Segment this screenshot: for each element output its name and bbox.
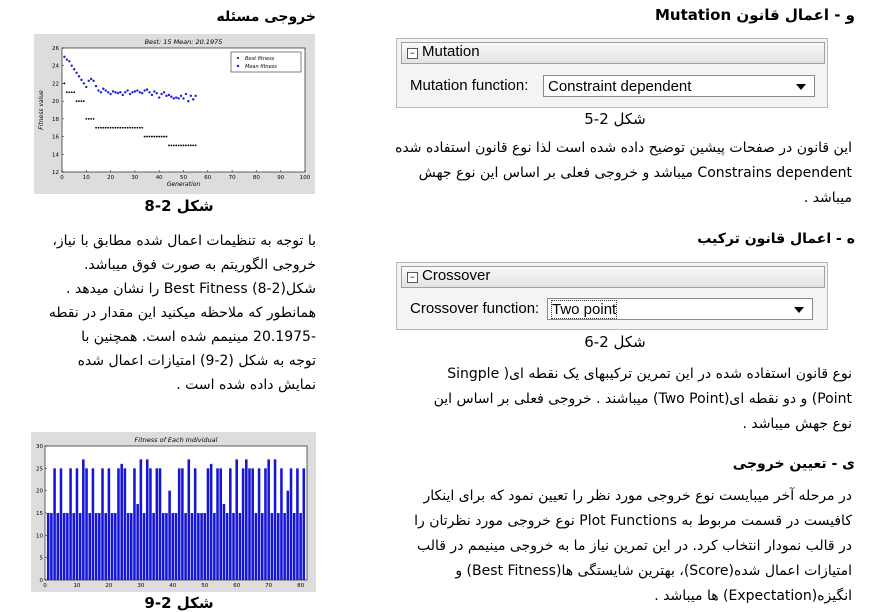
legend-label-mean: Mean fitness	[245, 64, 277, 70]
bar	[296, 468, 299, 580]
best-fitness-point	[166, 136, 168, 138]
bar	[248, 468, 251, 580]
bar	[149, 468, 152, 580]
best-fitness-point	[66, 91, 68, 93]
best-fitness-point	[187, 145, 189, 147]
best-fitness-point	[73, 91, 75, 93]
mean-fitness-point	[90, 78, 92, 80]
mean-fitness-point	[66, 58, 68, 60]
mean-fitness-point	[136, 89, 138, 91]
mutation-function-label: Mutation function:	[410, 77, 529, 94]
results-paragraph	[20, 229, 316, 397]
x-tick-label: 20	[107, 175, 115, 181]
fig-2-5-caption: شکل 2-5	[584, 110, 646, 128]
best-fitness-point	[175, 145, 177, 147]
text-line: کافیست در قسمت مربوط به Plot Functions نوع خروجی مورد نظرتان را	[414, 513, 852, 529]
bar	[92, 468, 95, 580]
bar	[140, 459, 143, 580]
mutation-function-select[interactable]	[543, 75, 815, 97]
x-tick-label: 40	[169, 583, 177, 589]
text-line: نوع قانون استفاده شده در این تمرین ترکیبهای یک نقطه ای( Singple	[447, 366, 852, 382]
bar	[162, 513, 165, 580]
best-fitness-point	[64, 83, 66, 85]
y-tick-label: 14	[52, 152, 59, 159]
x-tick-label: 10	[73, 583, 81, 589]
crossover-panel-header[interactable]	[401, 266, 825, 288]
bar	[245, 459, 248, 580]
legend-label-best: Best fitness	[245, 56, 275, 62]
y-tick-label: 18	[52, 116, 59, 123]
mean-fitness-point	[190, 95, 192, 97]
bar	[152, 513, 155, 580]
mean-fitness-point	[112, 90, 114, 92]
bar	[111, 513, 114, 580]
best-fitness-point	[88, 118, 90, 120]
bar	[271, 513, 274, 580]
output-heading: ی - تعیین خروجی	[732, 456, 855, 472]
best-fitness-point	[132, 127, 134, 129]
best-fitness-point	[178, 145, 180, 147]
bar	[72, 513, 75, 580]
mean-fitness-point	[126, 89, 128, 91]
y-tick-label: 30	[36, 444, 43, 450]
x-tick-label: 70	[228, 175, 236, 181]
mean-fitness-point	[185, 93, 187, 95]
collapse-icon[interactable]: −	[407, 272, 418, 283]
x-tick-label: 50	[180, 175, 187, 181]
y-tick-label: 15	[36, 511, 43, 517]
text-line: شکل(2-8) Best Fitness را نشان میدهد .	[66, 281, 316, 297]
bar	[197, 513, 200, 580]
mean-fitness-point	[119, 91, 121, 93]
mean-fitness-point	[146, 88, 148, 90]
best-fitness-point	[100, 127, 102, 129]
collapse-icon[interactable]: −	[407, 48, 418, 59]
best-fitness-point	[146, 136, 148, 138]
bar	[264, 468, 267, 580]
mean-fitness-point	[92, 80, 94, 82]
best-fitness-point	[83, 100, 85, 102]
bar	[146, 459, 149, 580]
bar	[290, 468, 293, 580]
bar	[178, 468, 181, 580]
text-line: انگیزه(Expectation) ها میباشد .	[654, 588, 852, 604]
bar	[200, 513, 203, 580]
text-line: Point) و دو نقطه ای(Two Point) میباشند . خروجی فعلی بر اساس این	[433, 391, 852, 407]
y-tick-label: 5	[39, 555, 43, 562]
bar	[251, 468, 254, 580]
bar	[229, 468, 232, 580]
y-axis-label: Fitness value	[38, 90, 45, 130]
chart-title: Best: 15 Mean: 20.1975	[144, 38, 223, 46]
best-fitness-point	[112, 127, 114, 129]
x-tick-label: 60	[204, 175, 212, 181]
bar	[210, 464, 213, 580]
mean-fitness-point	[131, 91, 133, 93]
bar	[235, 459, 238, 580]
x-tick-label: 0	[43, 583, 47, 589]
mean-fitness-point	[85, 86, 87, 88]
mean-fitness-point	[83, 82, 85, 84]
mean-fitness-point	[141, 92, 143, 94]
bar	[274, 459, 277, 580]
best-fitness-point	[127, 127, 129, 129]
mean-fitness-point	[105, 89, 107, 91]
best-fitness-point	[139, 127, 141, 129]
mean-fitness-point	[73, 68, 75, 70]
best-fitness-point	[124, 127, 126, 129]
bar	[168, 491, 171, 580]
mean-fitness-point	[163, 91, 165, 93]
bar	[120, 464, 123, 580]
bar	[277, 513, 280, 580]
y-tick-label: 0	[39, 578, 43, 584]
mean-fitness-point	[97, 89, 99, 91]
mean-fitness-point	[78, 75, 80, 77]
bar	[203, 513, 206, 580]
y-tick-label: 26	[52, 46, 59, 52]
best-fitness-point	[85, 118, 87, 120]
best-fitness-point	[122, 127, 124, 129]
x-tick-label: 90	[277, 175, 285, 181]
best-fitness-point	[115, 127, 117, 129]
crossover-function-label: Crossover function:	[410, 300, 540, 317]
mutation-panel-title: Mutation	[422, 43, 480, 60]
bar	[232, 513, 235, 580]
bar	[117, 468, 120, 580]
x-tick-label: 80	[252, 175, 260, 181]
bar	[159, 468, 162, 580]
mean-fitness-point	[80, 79, 82, 81]
best-fitness-point	[68, 91, 70, 93]
fitness-plot-panel	[34, 34, 315, 194]
best-fitness-point	[93, 118, 95, 120]
bar	[133, 468, 136, 580]
bar	[293, 513, 296, 580]
mean-fitness-point	[180, 95, 182, 97]
mean-fitness-point	[177, 97, 179, 99]
best-fitness-point	[144, 136, 146, 138]
text-line: توجه به شکل (2-9) امتیازات اعمال شده	[77, 353, 316, 369]
bar	[165, 513, 168, 580]
y-tick-label: 20	[36, 488, 43, 495]
individual-fitness-panel	[31, 432, 316, 592]
best-fitness-point	[190, 145, 192, 147]
bar	[226, 513, 229, 580]
bar	[69, 468, 72, 580]
mean-fitness-point	[192, 98, 194, 100]
mean-fitness-point	[143, 89, 145, 91]
bar	[104, 513, 107, 580]
y-tick-label: 10	[36, 533, 43, 540]
x-tick-label: 100	[299, 175, 311, 181]
mean-fitness-point	[107, 91, 109, 93]
bar	[66, 513, 69, 580]
mean-fitness-point	[182, 97, 184, 99]
best-fitness-point	[149, 136, 151, 138]
mean-fitness-point	[71, 65, 73, 67]
mean-fitness-point	[156, 92, 158, 94]
individual-fitness-chart	[31, 432, 316, 592]
mean-fitness-point	[129, 93, 131, 95]
mean-fitness-point	[117, 92, 119, 94]
y-tick-label: 16	[52, 134, 59, 141]
y-tick-label: 22	[52, 81, 59, 88]
best-fitness-point	[129, 127, 131, 129]
mean-fitness-point	[100, 91, 102, 93]
mutation-paragraph	[368, 136, 852, 211]
bar	[95, 513, 98, 580]
best-fitness-point	[107, 127, 109, 129]
mean-fitness-point	[165, 95, 167, 97]
bar	[191, 513, 194, 580]
text-line: امتیازات اعمال شده(Score)، بهترین شایستگی ها(Best Fitness) و	[455, 563, 852, 579]
mean-fitness-point	[122, 94, 124, 96]
bar	[101, 468, 104, 580]
bar	[207, 468, 210, 580]
best-fitness-point	[153, 136, 155, 138]
mutation-function-value: Constraint dependent	[548, 78, 692, 95]
bar	[85, 468, 88, 580]
bar	[60, 468, 63, 580]
bar	[223, 504, 226, 580]
bar	[258, 468, 261, 580]
x-tick-label: 70	[265, 583, 273, 589]
bar	[239, 513, 242, 580]
bar	[114, 513, 117, 580]
best-fitness-point	[110, 127, 112, 129]
chart-title: Fitness of Each Individual	[134, 436, 218, 444]
bar	[156, 468, 159, 580]
x-tick-label: 50	[201, 583, 209, 589]
text-line: نمایش داده شده است .	[176, 377, 316, 393]
best-fitness-point	[119, 127, 121, 129]
text-line: میباشد .	[803, 190, 852, 206]
best-fitness-point	[183, 145, 185, 147]
bar	[124, 468, 127, 580]
mean-fitness-point	[194, 95, 196, 97]
crossover-paragraph	[368, 362, 852, 437]
text-line: در قالب نمودار انتخاب کرد. در این تمرین نیاز ما به خروجی مینیمم در قالب	[417, 538, 852, 554]
mean-fitness-point	[148, 91, 150, 93]
mean-fitness-point	[124, 91, 126, 93]
bar	[299, 513, 302, 580]
best-fitness-point	[141, 127, 143, 129]
mutation-panel	[396, 38, 828, 108]
text-line: Constrains dependent میباشد و خروجی فعلی بر اساس این نوع جهش	[418, 165, 852, 181]
bar	[88, 513, 91, 580]
fitness-chart	[34, 34, 315, 194]
best-fitness-point	[185, 145, 187, 147]
best-fitness-point	[161, 136, 163, 138]
best-fitness-point	[90, 118, 92, 120]
best-fitness-point	[151, 136, 153, 138]
x-tick-label: 20	[105, 583, 113, 589]
x-axis-label: Generation	[166, 181, 201, 188]
mean-fitness-point	[175, 96, 177, 98]
crossover-panel	[396, 262, 828, 330]
text-line: خروجی الگوریتم به صورت فوق میباشد.	[83, 257, 316, 273]
bar	[136, 504, 139, 580]
y-tick-label: 12	[52, 170, 59, 176]
mean-fitness-point	[158, 96, 160, 98]
best-fitness-point	[180, 145, 182, 147]
text-line: نوع جهش میباشد .	[742, 416, 852, 432]
text-line: در مرحله آخر میبایست نوع خروجی مورد نظر را تعیین نمود که برای اینکار	[423, 488, 852, 504]
bar	[63, 513, 66, 580]
mutation-panel-header[interactable]	[401, 42, 825, 64]
mean-fitness-point	[151, 94, 153, 96]
mean-fitness-point	[88, 80, 90, 82]
crossover-function-value: Two point	[552, 301, 617, 318]
crossover-panel-title: Crossover	[422, 267, 491, 284]
best-fitness-point	[134, 127, 136, 129]
fig-2-8-caption: شکل 2-8	[144, 197, 214, 215]
mean-fitness-point	[102, 88, 104, 90]
best-fitness-point	[168, 145, 170, 147]
bar	[255, 513, 258, 580]
y-tick-label: 24	[52, 63, 59, 70]
mean-fitness-point	[139, 91, 141, 93]
best-fitness-point	[192, 145, 194, 147]
best-fitness-point	[71, 91, 73, 93]
mean-fitness-point	[95, 85, 97, 87]
bar	[76, 468, 79, 580]
bar	[303, 468, 306, 580]
y-tick-label: 20	[52, 99, 59, 106]
best-fitness-point	[78, 100, 80, 102]
crossover-function-select[interactable]	[547, 298, 813, 320]
bar	[181, 468, 184, 580]
bar	[188, 459, 191, 580]
crossover-heading: ه - اعمال قانون ترکیب	[697, 231, 855, 247]
bar	[267, 459, 270, 580]
mean-fitness-point	[75, 72, 77, 74]
bar	[172, 513, 175, 580]
mean-fitness-point	[170, 96, 172, 98]
best-fitness-point	[156, 136, 158, 138]
best-fitness-point	[102, 127, 104, 129]
x-tick-label: 30	[131, 175, 139, 181]
bar	[57, 513, 60, 580]
mean-fitness-point	[68, 60, 70, 62]
bar	[280, 468, 283, 580]
legend-marker-mean	[237, 65, 239, 67]
y-tick-label: 25	[36, 466, 43, 473]
bar	[287, 491, 290, 580]
mutation-heading: و - اعمال قانون Mutation	[654, 6, 855, 24]
bar	[53, 468, 56, 580]
mean-fitness-point	[114, 91, 116, 93]
bar	[184, 513, 187, 580]
mean-fitness-point	[63, 56, 65, 58]
bar	[194, 468, 197, 580]
best-fitness-point	[195, 145, 197, 147]
bar	[82, 459, 85, 580]
best-fitness-point	[117, 127, 119, 129]
best-fitness-point	[173, 145, 175, 147]
bar	[175, 513, 178, 580]
bar	[283, 513, 286, 580]
bar	[242, 468, 245, 580]
x-tick-label: 0	[60, 175, 64, 181]
x-tick-label: 80	[297, 583, 305, 589]
text-line: این قانون در صفحات پیشین توضیح داده شده است لذا نوع قانون استفاده شده	[395, 140, 852, 156]
x-tick-label: 40	[155, 175, 163, 181]
mean-fitness-point	[109, 93, 111, 95]
best-fitness-point	[81, 100, 83, 102]
bar	[213, 513, 216, 580]
bar	[127, 513, 130, 580]
fig-2-6-caption: شکل 2-6	[584, 333, 646, 351]
x-tick-label: 10	[82, 175, 90, 181]
chevron-down-icon	[796, 84, 806, 90]
bar	[261, 513, 264, 580]
best-fitness-point	[170, 145, 172, 147]
text-line: با توجه به تنظیمات اعمال شده مطابق با نیاز،	[52, 233, 316, 249]
text-line: -20.1975 مینیمم شده است. همچنین با	[81, 329, 316, 345]
output-title: خروجی مسئله	[216, 9, 316, 25]
bar	[219, 468, 222, 580]
x-tick-label: 60	[233, 583, 241, 589]
bar	[143, 513, 146, 580]
mean-fitness-point	[173, 97, 175, 99]
best-fitness-point	[105, 127, 107, 129]
best-fitness-point	[158, 136, 160, 138]
output-paragraph	[368, 484, 852, 609]
bar	[50, 513, 53, 580]
fig-2-9-caption: شکل 2-9	[144, 594, 214, 612]
mean-fitness-point	[160, 93, 162, 95]
mean-fitness-point	[187, 100, 189, 102]
mean-fitness-point	[168, 94, 170, 96]
text-line: همانطور که ملاحظه میکنید این مقدار در نقطه	[48, 305, 316, 321]
best-fitness-point	[98, 127, 100, 129]
best-fitness-point	[95, 127, 97, 129]
chevron-down-icon	[794, 307, 804, 313]
bar	[130, 513, 133, 580]
bar	[108, 468, 111, 580]
x-tick-label: 30	[137, 583, 145, 589]
bar	[79, 513, 82, 580]
mean-fitness-point	[134, 90, 136, 92]
best-fitness-point	[163, 136, 165, 138]
best-fitness-point	[76, 100, 78, 102]
bar	[47, 513, 50, 580]
bar	[98, 513, 101, 580]
mean-fitness-point	[153, 90, 155, 92]
best-fitness-point	[136, 127, 138, 129]
legend-marker-best	[237, 57, 239, 59]
bar	[216, 468, 219, 580]
